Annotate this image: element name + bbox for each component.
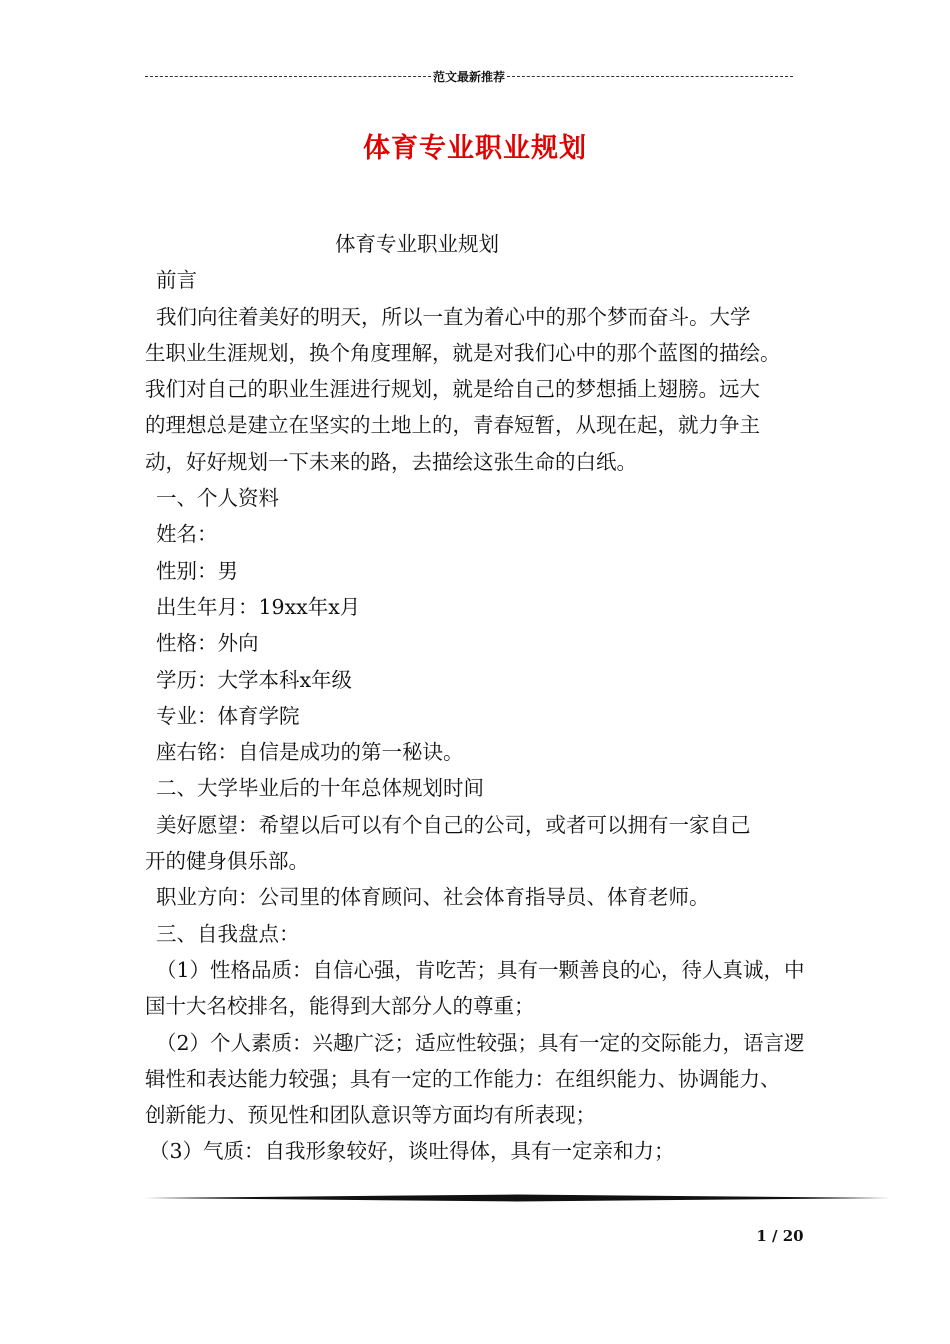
preface-line: 我们向往着美好的明天，所以一直为着心中的那个梦而奋斗。大学 [156,304,751,329]
preface-line: 我们对自己的职业生涯进行规划，就是给自己的梦想插上翅膀。远大 [145,377,760,402]
section1-heading: 一、个人资料 [156,486,279,511]
preface-line: 的理想总是建立在坚实的土地上的，青春短暂，从现在起，就力争主 [145,413,760,438]
page-number: 1 / 20 [756,1227,804,1245]
document-title: 体育专业职业规划 [363,133,587,164]
section2-heading: 二、大学毕业后的十年总体规划时间 [156,776,484,801]
header-label: 范文最新推荐 [433,69,506,84]
section3-heading: 三、自我盘点： [156,921,300,946]
wish-line: 美好愿望：希望以后可以有个自己的公司，或者可以拥有一家自己 [156,812,751,837]
profile-education: 学历：大学本科x年级 [156,667,353,692]
preface-heading: 前言 [156,268,197,293]
profile-birth: 出生年月：19xx年x月 [156,594,361,619]
item1-line: 国十大名校排名，能得到大部分人的尊重； [145,994,535,1019]
profile-name: 姓名： [156,522,218,547]
preface-line: 动，好好规划一下未来的路，去描绘这张生命的白纸。 [145,449,637,474]
wish-line: 开的健身俱乐部。 [145,849,309,874]
profile-personality: 性格：外向 [156,631,259,656]
header-dash-right [507,76,793,77]
document-body [145,226,815,1170]
item1-line: （1）性格品质：自信心强，肯吃苦；具有一颗善良的心，待人真诚，中 [156,957,805,982]
item2-line: 辑性和表达能力较强；具有一定的工作能力：在组织能力、协调能力、 [145,1066,781,1091]
profile-major: 专业：体育学院 [156,703,300,728]
subtitle: 体育专业职业规划 [335,232,499,256]
item2-line: 创新能力、预见性和团队意识等方面均有所表现； [145,1103,596,1128]
footer-rule [145,1194,890,1202]
item2-line: （2）个人素质：兴趣广泛；适应性较强；具有一定的交际能力，语言逻 [156,1030,805,1055]
page-header [145,66,793,86]
profile-gender: 性别：男 [156,558,238,583]
item3-line: （3）气质：自我形象较好，谈吐得体，具有一定亲和力； [149,1139,675,1164]
preface-line: 生职业生涯规划，换个角度理解，就是对我们心中的那个蓝图的描绘。 [145,340,781,365]
header-dash-left [145,76,431,77]
career-direction: 职业方向：公司里的体育顾问、社会体育指导员、体育老师。 [156,885,710,910]
profile-motto: 座右铭：自信是成功的第一秘诀。 [156,740,464,765]
